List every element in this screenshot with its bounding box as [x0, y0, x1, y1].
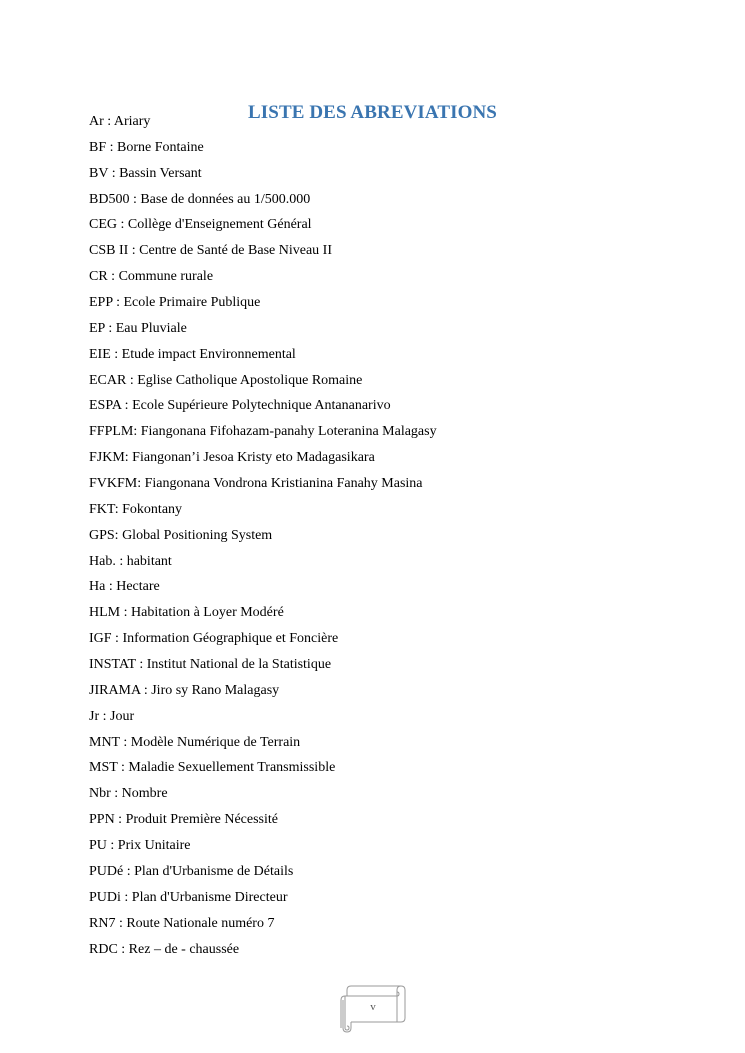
abbreviation-item: PPN : Produit Première Nécessité	[89, 812, 278, 828]
abbreviation-item: RN7 : Route Nationale numéro 7	[89, 915, 275, 931]
abbreviation-item: EP : Eau Pluviale	[89, 320, 187, 336]
abbreviation-item: CR : Commune rurale	[89, 269, 214, 285]
abbreviation-item: Hab. : habitant	[89, 553, 172, 569]
abbreviation-item: MNT : Modèle Numérique de Terrain	[89, 734, 301, 750]
abbreviation-item: ESPA : Ecole Supérieure Polytechnique Antananarivo	[89, 398, 391, 414]
abbreviation-item: PUDé : Plan d'Urbanisme de Détails	[89, 863, 294, 879]
abbreviation-item: HLM : Habitation à Loyer Modéré	[89, 605, 284, 621]
abbreviation-item: JIRAMA : Jiro sy Rano Malagasy	[89, 682, 280, 698]
abbreviation-item: FJKM: Fiangonan’i Jesoa Kristy eto Madagasikara	[89, 450, 375, 466]
page-number-scroll	[337, 984, 409, 1034]
abbreviation-item: FFPLM: Fiangonana Fifohazam-panahy Loteranina Malagasy	[89, 424, 437, 440]
abbreviation-item: Ar : Ariary	[89, 114, 151, 129]
abbreviation-item: PU : Prix Unitaire	[89, 838, 191, 854]
abbreviation-item: FKT: Fokontany	[89, 501, 183, 517]
abbreviation-item: RDC : Rez – de - chaussée	[89, 941, 240, 957]
page-title: LISTE DES ABREVIATIONS	[248, 101, 497, 123]
abbreviation-item: FVKFM: Fiangonana Vondrona Kristianina Fanahy Masina	[89, 476, 423, 492]
abbreviation-item: GPS: Global Positioning System	[89, 527, 273, 543]
abbreviation-list	[89, 111, 437, 964]
abbreviation-item: CEG : Collège d'Enseignement Général	[89, 217, 312, 233]
abbreviation-item: BD500 : Base de données au 1/500.000	[89, 191, 311, 207]
abbreviation-item: ECAR : Eglise Catholique Apostolique Romaine	[89, 372, 363, 388]
abbreviation-item: IGF : Information Géographique et Foncière	[89, 631, 339, 647]
abbreviation-item: INSTAT : Institut National de la Statistique	[89, 657, 332, 673]
abbreviation-item: EIE : Etude impact Environnemental	[89, 346, 296, 362]
abbreviation-item: Ha : Hectare	[89, 579, 160, 595]
abbreviation-item: BF : Borne Fontaine	[89, 139, 204, 155]
abbreviation-item: Nbr : Nombre	[89, 786, 168, 802]
abbreviation-item: Jr : Jour	[89, 708, 135, 724]
abbreviation-item: EPP : Ecole Primaire Publique	[89, 295, 261, 311]
page-number: v	[370, 1001, 376, 1013]
abbreviation-item: CSB II : Centre de Santé de Base Niveau II	[89, 243, 332, 259]
abbreviation-item: BV : Bassin Versant	[89, 165, 202, 181]
abbreviation-item: PUDi : Plan d'Urbanisme Directeur	[89, 889, 288, 905]
abbreviation-item: MST : Maladie Sexuellement Transmissible	[89, 760, 336, 776]
